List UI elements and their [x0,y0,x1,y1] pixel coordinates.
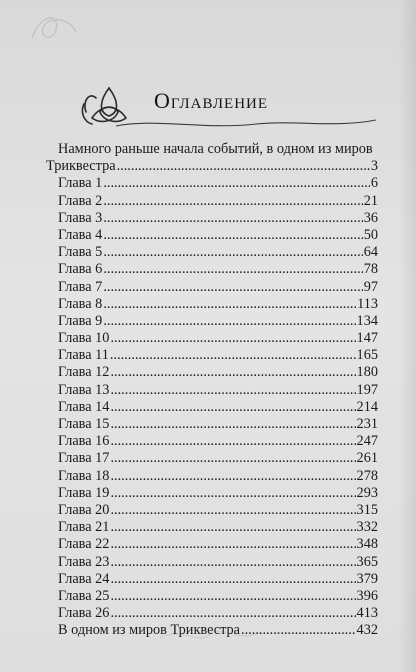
toc-entry-page: 293 [356,484,378,501]
toc-entry-chapter [46,175,378,192]
toc-entry-label: Глава 9 [58,312,103,329]
toc-entry-label: Глава 4 [58,226,103,243]
toc-entry-page: 6 [370,175,378,192]
toc-entry-chapter [46,468,378,485]
toc-entry-page: 365 [356,553,378,570]
dot-leader [117,158,370,175]
dot-leader [110,433,355,450]
toc-entry-page: 78 [363,261,378,278]
toc-entry-label: Триквестра [46,158,116,175]
toc-entry-page: 379 [356,570,378,587]
toc-entry-chapter [46,227,378,244]
toc-entry-page: 413 [356,605,378,622]
toc-entry-chapter [46,382,378,399]
dot-leader [110,554,355,571]
dot-leader [103,296,356,313]
toc-entry-chapter [46,554,378,571]
dot-leader [110,536,355,553]
dot-leader [110,450,355,467]
dot-leader [110,519,355,536]
dot-leader [103,261,362,278]
bleed-through-ornament [26,8,82,46]
toc-entry-prologue [46,158,378,175]
toc-entry-page: 432 [356,622,378,639]
dot-leader [110,468,355,485]
toc-entry-page: 165 [356,347,378,364]
toc-entry-label: Глава 8 [58,295,103,312]
toc-entry-label: Глава 19 [58,484,110,501]
toc-entry-chapter [46,519,378,536]
toc-entry-chapter [46,261,378,278]
toc-entry-chapter [46,571,378,588]
toc-header [80,82,380,132]
toc-entry-label: Глава 2 [58,192,103,209]
dot-leader [103,175,370,192]
toc-entry-page: 278 [356,467,378,484]
toc-entry-page: 50 [363,226,378,243]
toc-entry-chapter [46,296,378,313]
toc-entry-label: Глава 7 [58,278,103,295]
toc-entry-label: Глава 16 [58,433,110,450]
dot-leader [110,347,356,364]
dot-leader [110,416,355,433]
toc-entry-page: 134 [356,312,378,329]
dot-leader [110,571,355,588]
toc-entry-chapter [46,330,378,347]
toc-entry-chapter [46,536,378,553]
toc-entry-page: 197 [356,381,378,398]
dot-leader [103,279,362,296]
toc-entry-page: 3 [370,158,378,175]
toc-entry-chapter [46,313,378,330]
toc-entry-label: Глава 1 [58,175,103,192]
toc-entry-label: Глава 14 [58,398,110,415]
toc-entry-chapter [46,399,378,416]
toc-entry-chapter [46,588,378,605]
dot-leader [241,622,356,639]
dot-leader [110,605,355,622]
dot-leader [110,502,355,519]
toc-entry-label: Глава 10 [58,330,110,347]
dot-leader [110,330,355,347]
dot-leader [103,313,355,330]
toc-entry-label: Глава 6 [58,261,103,278]
table-of-contents [46,141,378,639]
toc-entry-label: Глава 20 [58,501,110,518]
toc-entry-chapter [46,605,378,622]
toc-entry-chapter [46,244,378,261]
title-underline-flourish [116,114,376,132]
toc-entry-label: Глава 12 [58,364,110,381]
toc-entry-label: Глава 23 [58,553,110,570]
dot-leader [110,364,355,381]
toc-entry-chapter [46,347,378,364]
toc-entry-chapter [46,433,378,450]
toc-entry-page: 36 [363,209,378,226]
toc-entry-label: Глава 13 [58,381,110,398]
toc-entry-page: 315 [356,501,378,518]
dot-leader [103,193,362,210]
toc-entry-page: 231 [356,416,378,432]
dot-leader [110,382,355,399]
toc-entry-chapter [46,279,378,296]
toc-entry-label: Глава 18 [58,467,110,484]
toc-entry-label: Глава 24 [58,570,110,587]
toc-entry-label: Глава 17 [58,450,110,467]
dot-leader [103,244,362,261]
dot-leader [103,227,362,244]
dot-leader [103,210,362,227]
chapter-list [46,175,378,622]
toc-entry-chapter [46,364,378,381]
toc-entry-page: 180 [356,364,378,381]
page-edge-shadow [398,0,416,672]
dot-leader [110,399,355,416]
toc-entry-page: 97 [363,278,378,295]
toc-entry-prologue-line1: Намного раньше начала событий, в одном из миров [58,141,373,157]
toc-entry-chapter [46,416,378,433]
toc-entry-label: Глава 11 [58,347,109,364]
toc-entry-page: 247 [356,433,378,450]
toc-entry-label: Глава 25 [58,587,110,604]
toc-entry-page: 147 [356,330,378,347]
toc-entry-page: 348 [356,536,378,553]
toc-entry-page: 113 [357,295,378,312]
page-title: Оглавление [154,88,269,113]
toc-entry-chapter [46,193,378,210]
toc-entry-page: 396 [356,587,378,604]
toc-entry-page: 64 [363,244,378,261]
toc-entry-label: Глава 21 [58,519,110,536]
dot-leader [110,485,355,502]
toc-entry-chapter [46,210,378,227]
toc-entry-label: Глава 3 [58,209,103,226]
toc-entry-label: Глава 22 [58,536,110,553]
toc-entry-page: 214 [356,398,378,415]
toc-entry-chapter [46,485,378,502]
dot-leader [110,588,355,605]
toc-entry-label: В одном из миров Триквестра [58,622,241,639]
toc-entry-chapter [46,502,378,519]
toc-entry-chapter [46,450,378,467]
toc-entry-label: Глава 15 [58,416,110,432]
toc-entry-page: 261 [356,450,378,467]
toc-entry-label: Глава 26 [58,605,110,622]
toc-entry-label: Глава 5 [58,244,103,261]
toc-entry-epilogue [46,622,378,639]
toc-entry-page: 21 [363,192,378,209]
toc-entry-page: 332 [356,519,378,536]
